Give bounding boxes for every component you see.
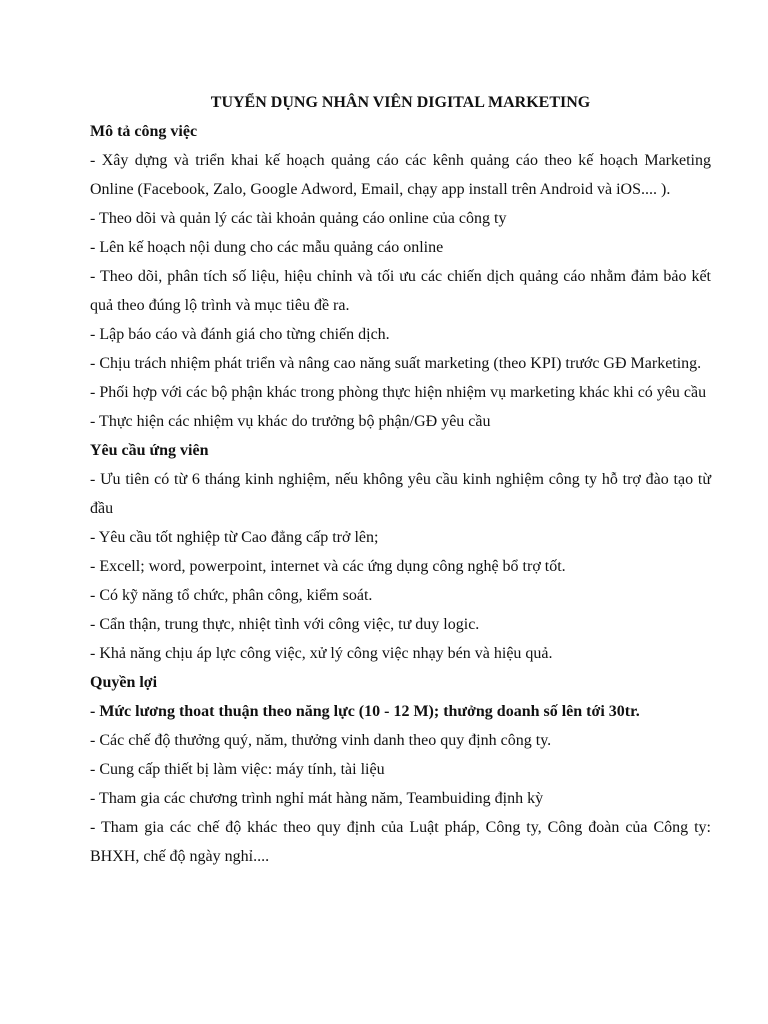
requirement-item: - Excell; word, powerpoint, internet và các ứng dụng công nghệ bổ trợ tốt. xyxy=(90,558,566,575)
job-description-item: - Lên kế hoạch nội dung cho các mẫu quảng cáo online xyxy=(90,239,444,256)
document-title: TUYỂN DỤNG NHÂN VIÊN DIGITAL MARKETING xyxy=(210,94,591,111)
document-page xyxy=(90,88,711,871)
requirement-item: - Cẩn thận, trung thực, nhiệt tình với công việc, tư duy logic. xyxy=(90,616,480,633)
job-description-item: - Lập báo cáo và đánh giá cho từng chiến dịch. xyxy=(90,326,390,343)
benefit-item-salary: - Mức lương thoat thuận theo năng lực (10 - 12 M); thưởng doanh số lên tới 30tr. xyxy=(90,703,640,720)
section-heading-job-description: Mô tả công việc xyxy=(90,123,198,140)
requirement-item: - Có kỹ năng tổ chức, phân công, kiểm soát. xyxy=(90,587,373,604)
section-heading-requirements: Yêu cầu ứng viên xyxy=(90,442,209,459)
job-description-item: - Theo dõi và quản lý các tài khoản quảng cáo online của công ty xyxy=(90,210,507,227)
job-description-item: - Chịu trách nhiệm phát triển và nâng cao năng suất marketing (theo KPI) trước GĐ Marketing. xyxy=(90,355,702,372)
job-description-item: - Phối hợp với các bộ phận khác trong phòng thực hiện nhiệm vụ marketing khác khi có yêu cầu xyxy=(90,384,707,401)
benefit-item: - Các chế độ thưởng quý, năm, thưởng vinh danh theo quy định công ty. xyxy=(90,732,552,749)
requirement-item: - Ưu tiên có từ 6 tháng kinh nghiệm, nếu không yêu cầu kinh nghiệm công ty hỗ trợ đào tạo từ đầu xyxy=(90,471,711,517)
benefit-item: - Cung cấp thiết bị làm việc: máy tính, tài liệu xyxy=(90,761,385,778)
job-description-item: - Xây dựng và triển khai kế hoạch quảng cáo các kênh quảng cáo theo kế hoạch Marketing Online (Facebook, Zalo, Google Adword, Email, chạy app install trên Android và iOS.... ). xyxy=(90,152,711,198)
requirement-item: - Khả năng chịu áp lực công việc, xử lý công việc nhạy bén và hiệu quả. xyxy=(90,645,553,662)
benefit-item: - Tham gia các chương trình nghỉ mát hàng năm, Teambuiding định kỳ xyxy=(90,790,544,807)
section-heading-benefits: Quyền lợi xyxy=(90,674,158,691)
job-description-item: - Theo dõi, phân tích số liệu, hiệu chỉnh và tối ưu các chiến dịch quảng cáo nhằm đảm bảo kết quả theo đúng lộ trình và mục tiêu đề ra. xyxy=(90,268,711,314)
requirement-item: - Yêu cầu tốt nghiệp từ Cao đẳng cấp trở lên; xyxy=(90,529,379,546)
job-description-item: - Thực hiện các nhiệm vụ khác do trưởng bộ phận/GĐ yêu cầu xyxy=(90,413,491,430)
benefit-item: - Tham gia các chế độ khác theo quy định của Luật pháp, Công ty, Công đoàn của Công ty: BHXH, chế độ ngày nghỉ.... xyxy=(90,819,711,865)
